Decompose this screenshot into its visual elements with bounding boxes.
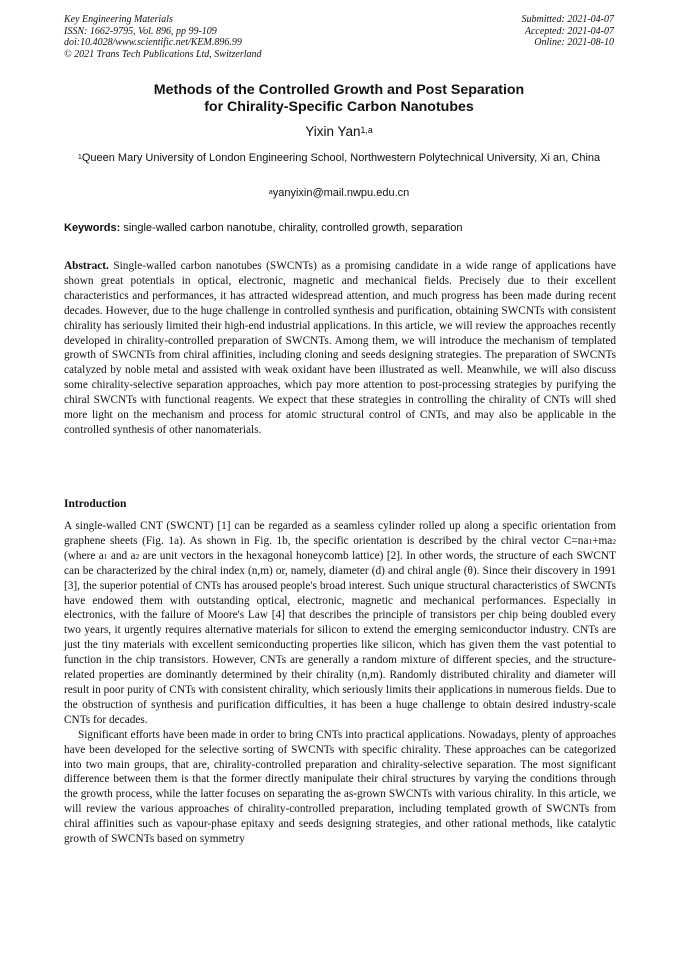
author-name: Yixin Yan: [305, 124, 361, 139]
email: [64, 186, 614, 200]
abstract-text: Single-walled carbon nanotubes (SWCNTs) as a promising candidate in a wide range of applications have shown great potentials in optical, electronic, magnetic and mechanical fields. Precisely due to their excellent characteristics and performances, it has attracted widespread attention, and much progress has been made during recent decades. However, due to the huge challenge in controlled synthesis and purification, obtaining SWCNTs with consistent chirality has seriously limited their high-end industrial applications. In this article, we will review the approaches recently developed in chirality-controlled preparation of SWCNTs. Among them, we will introduce the mechanism of templated growth of SWCNTs from chiral affinities, including cloning and seeds designing strategies. The preparation of SWCNTs catalyzed by noble metal and assisted with weak oxidant have been illustrated as well. Meanwhile, we will also discuss some chirality-selective separation approaches, which pay more attention to post-processing strategies by purifying the chiral SWCNTs with functional reagents. We expect that these strategies in controlling the chirality of CNTs will shed more light on the mechanism and process for atomic structural control of CNTs, and may also be applicable in the controlled synthesis of other nanomaterials.: [64, 260, 616, 436]
author: [64, 124, 614, 140]
online-date: Online: 2021-08-10: [534, 37, 614, 48]
submitted-date: Submitted: 2021-04-07: [521, 14, 614, 25]
journal-doi: doi:10.4028/www.scientific.net/KEM.896.99: [64, 37, 242, 48]
abstract-label: Abstract.: [64, 260, 109, 272]
introduction-paragraph-1: A single-walled CNT (SWCNT) [1] can be regarded as a seamless cylinder rolled up along a specific orientation from graphene sheets (Fig. 1a). As shown in Fig. 1b, the specific orientation is described by the chiral vector $C=na_1+ma_2$ (where $a_1$ and $a_2$ are unit vectors in the hexagonal honeycomb lattice) [2]. In other words, the structure of each SWCNT can be characterized by the chiral index (n,m) or, namely, diameter (d) and chiral angle (θ). Since their discovery in 1991 [3], the superior potential of CNTs has aroused people's broad interest. Such unique structural characteristics of SWCNTs have endowed them with outstanding optical, electronic, magnetic and mechanical performances. Especially in electronics, with the failure of Moore's Law [4] that describes the principle of transistors per chip being doubled every two years, it urgently requires alternative materials for silicon to extend the emerging semiconductor industry. CNTs are just the tiny materials with excellent semiconducting properties like silicon, which has given them the vast potential to function in the chip transistors. However, CNTs are generally a random mixture of different species, and the structure-related properties are dominantly determined by their chirality (n,m). Randomly distributed chirality and diameter will result in poor purity of CNTs with consistent chirality, which seriously limits their applications in numerous fields. Due to the obstruction of synthesis and purification difficulties, it has been a huge challenge to obtain desired industry-scale CNTs for decades.: [64, 520, 616, 726]
keywords-text: single-walled carbon nanotube, chirality, controlled growth, separation: [123, 222, 463, 234]
affiliation-mark: 1: [77, 152, 82, 161]
accepted-date: Accepted: 2021-04-07: [524, 25, 614, 37]
introduction-heading: Introduction: [64, 498, 127, 510]
journal-copyright: © 2021 Trans Tech Publications Ltd, Switzerland: [64, 48, 262, 60]
email-mark: a: [268, 187, 273, 196]
journal-header-left: [64, 14, 262, 60]
journal-name: Key Engineering Materials: [64, 14, 173, 25]
affiliation-text: Queen Mary University of London Engineering School, Northwestern Polytechnical University, Xi an, China: [81, 152, 601, 164]
journal-issn: ISSN: 1662-9795, Vol. 896, pp 99-109: [64, 25, 217, 37]
journal-header-right: [522, 14, 615, 49]
keywords: [64, 221, 616, 235]
introduction-body: [64, 519, 616, 847]
affiliation: [64, 151, 614, 167]
paper-title: [64, 82, 614, 116]
author-affiliation-mark: 1,a: [360, 125, 373, 136]
keywords-label: Keywords:: [64, 222, 121, 234]
introduction-paragraph-2: Significant efforts have been made in order to bring CNTs into practical applications. Nowadays, plenty of approaches have been developed for the selective sorting of SWCNTs with specific chirality. These approaches can be categorized into two main groups, that are, chirality-controlled preparation and chirality-selective separation. The most significant difference between them is that the former directly manipulate their chiral structures by varying the conditions through the growth process, while the latter focuses on separating the as-grown SWCNTs with various chirality. In this article, we will review the various approaches of chirality-controlled preparation, including templated growth of SWCNTs from chiral affinities such as vapour-phase epitaxy and seeds designing strategies, and other rational methods, like catalytic growth of SWCNTs based on symmetry: [64, 728, 616, 846]
title-line-1: Methods of the Controlled Growth and Post Separation: [153, 82, 525, 98]
title-line-2: for Chirality-Specific Carbon Nanotubes: [204, 99, 474, 115]
email-address[interactable]: yanyixin@mail.nwpu.edu.cn: [272, 187, 410, 199]
abstract: [64, 259, 616, 438]
